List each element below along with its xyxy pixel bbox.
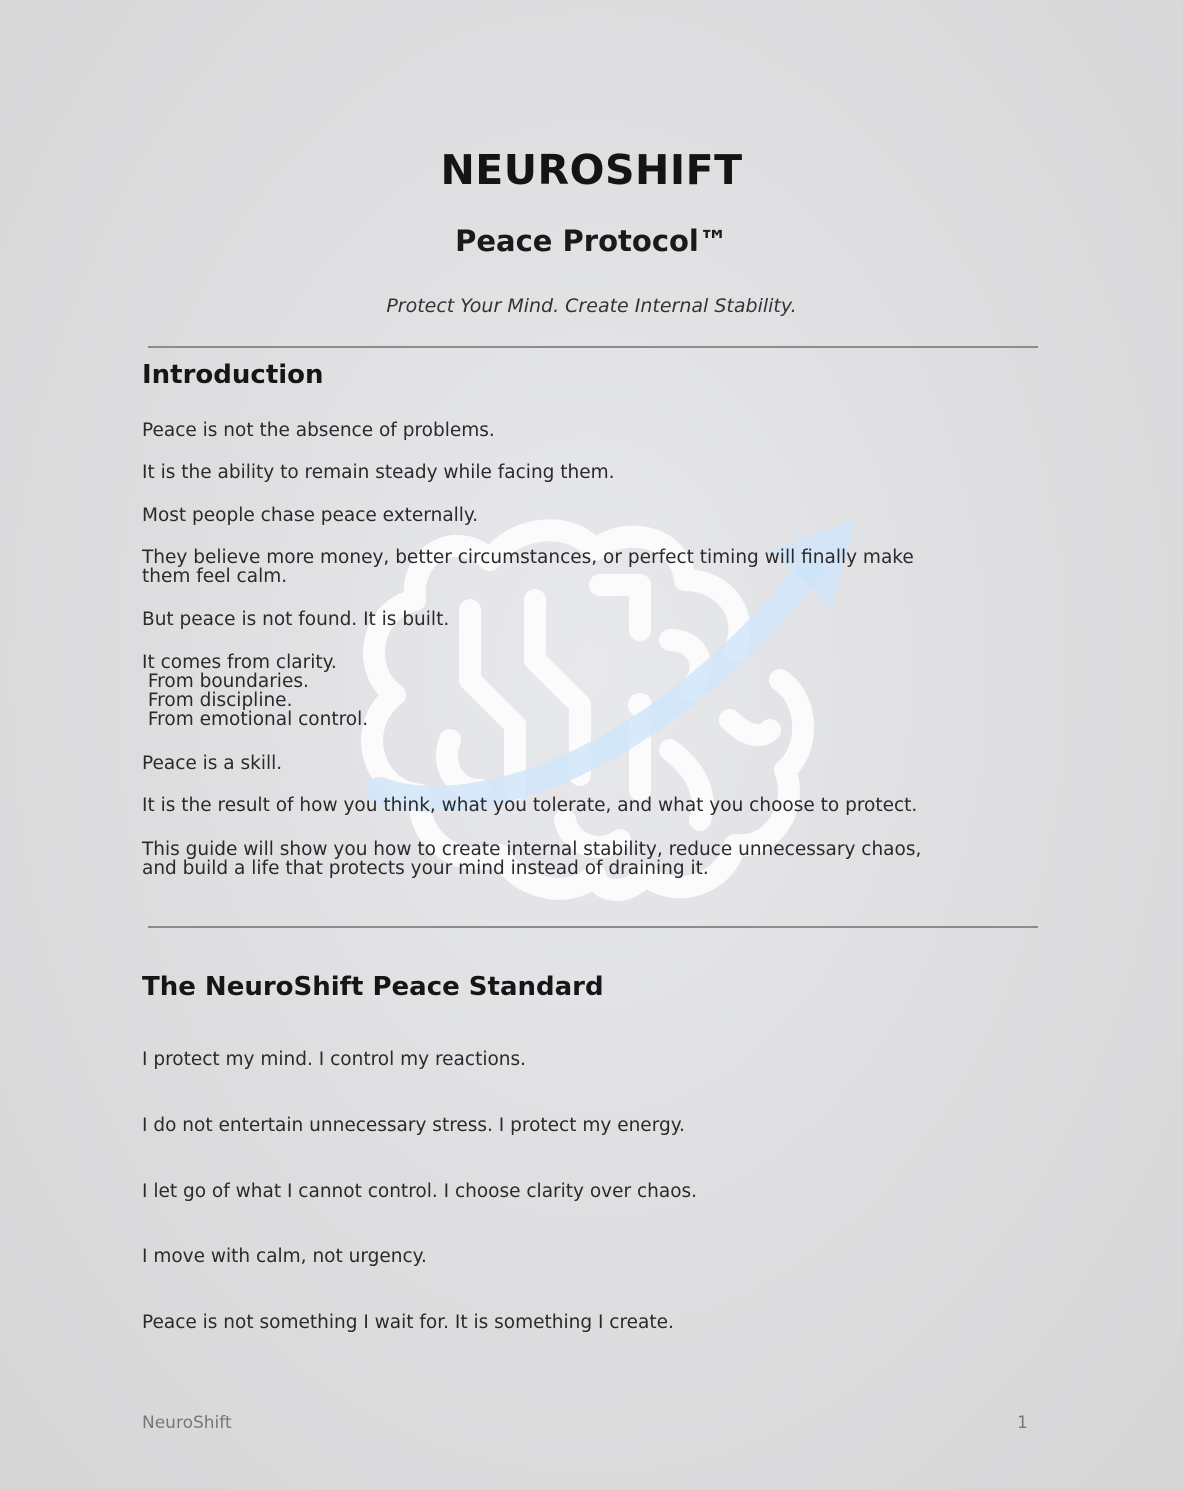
intro-paragraph: Most people chase peace externally. xyxy=(142,505,479,526)
standard-line: I protect my mind. I control my reactions. xyxy=(142,1049,527,1070)
standard-line: I let go of what I cannot control. I choose clarity over chaos. xyxy=(142,1181,698,1202)
intro-paragraph: It comes from clarity. From boundaries. From discipline. From emotional control. xyxy=(142,652,369,730)
intro-paragraph: Peace is a skill. xyxy=(142,753,283,774)
document-tagline: Protect Your Mind. Create Internal Stability. xyxy=(386,295,797,317)
document-title: NEUROSHIFT xyxy=(440,146,743,194)
document-subtitle: Peace Protocol™ xyxy=(455,224,728,258)
standard-line: Peace is not something I wait for. It is something I create. xyxy=(142,1312,674,1333)
intro-paragraph: It is the ability to remain steady while facing them. xyxy=(142,462,615,483)
intro-paragraph: But peace is not found. It is built. xyxy=(142,609,450,630)
intro-paragraph: It is the result of how you think, what you tolerate, and what you choose to protect. xyxy=(142,795,918,816)
intro-paragraph: Peace is not the absence of problems. xyxy=(142,420,495,441)
divider-middle xyxy=(148,926,1038,928)
divider-top xyxy=(148,346,1038,348)
peace-standard-heading: The NeuroShift Peace Standard xyxy=(142,972,604,1002)
standard-line: I do not entertain unnecessary stress. I protect my energy. xyxy=(142,1115,685,1136)
standard-line: I move with calm, not urgency. xyxy=(142,1246,427,1267)
footer-brand: NeuroShift xyxy=(142,1413,232,1433)
introduction-heading: Introduction xyxy=(142,360,324,390)
intro-paragraph: This guide will show you how to create internal stability, reduce unnecessary chaos, and build a life that protects your mind instead of draining it. xyxy=(142,839,922,879)
intro-paragraph: They believe more money, better circumstances, or perfect timing will finally make them feel calm. xyxy=(142,547,914,587)
page-number: 1 xyxy=(1017,1413,1028,1433)
